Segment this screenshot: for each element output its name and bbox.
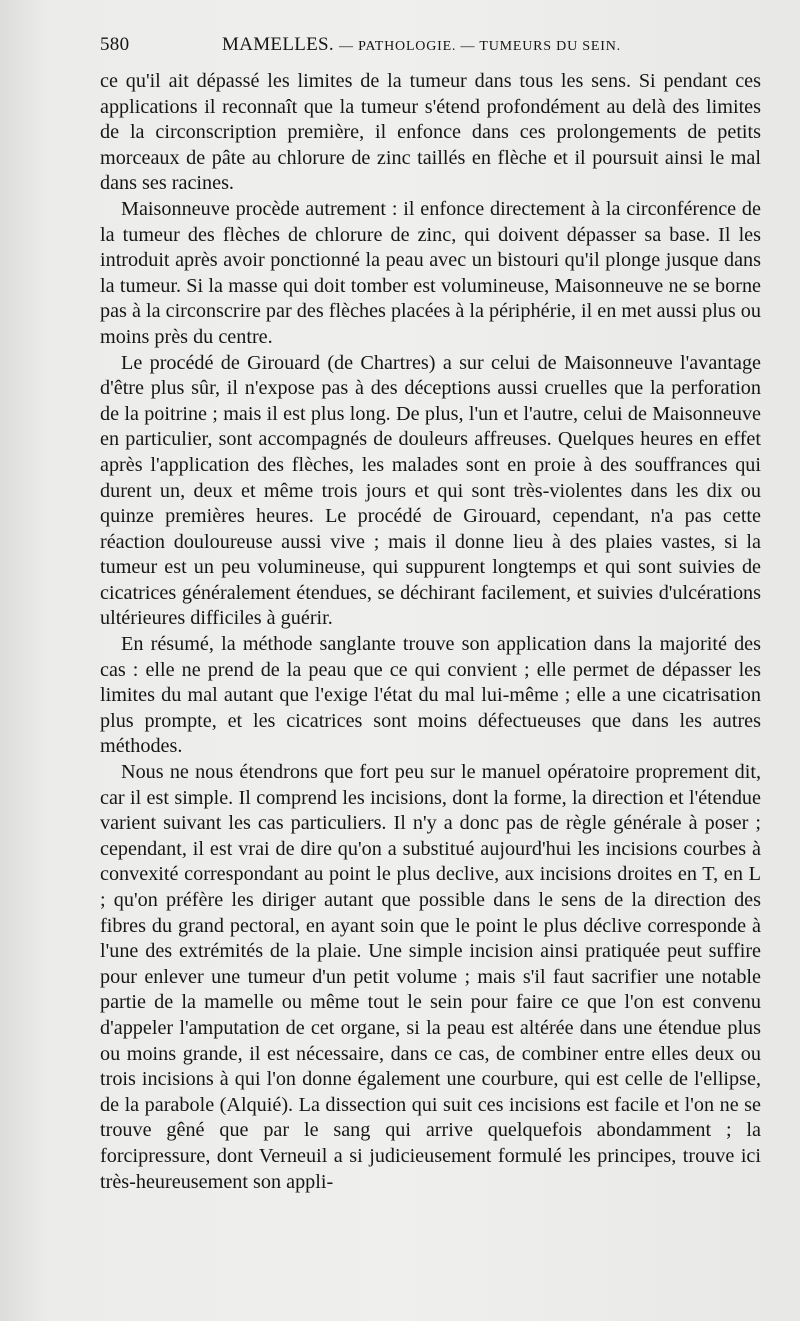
paragraph: En résumé, la méthode sanglante trouve son application dans la majorité des cas : elle ne prend de la peau que ce qui convient ; elle permet de dépasser les limites du mal autant que l'exige l'état du mal lui-même ; elle a une cicatrisation plus prompte, et les cicatrices sont moins défectueuses que dans les autres méthodes. [100,633,761,758]
paragraph: ce qu'il ait dépassé les limites de la tumeur dans tous les sens. Si pendant ces applications il reconnaît que la tumeur s'étend profondément au delà des limites de la circonscription première, il enfonce dans ces prolongements de petits morceaux de pâte au chlorure de zinc taillés en flèche et il poursuit ainsi le mal dans ses racines. [100,70,761,195]
page-number: 580 [100,34,130,55]
running-header [100,34,760,60]
body-text [100,69,761,1195]
paragraph: Maisonneuve procède autrement : il enfonce directement à la circonférence de la tumeur des flèches de chlorure de zinc, qui doivent dépasser sa base. Il les introduit après avoir ponctionné la peau avec un bistouri qu'il plonge jusque dans la tumeur. Si la masse qui doit tomber est volumineuse, Maisonneuve ne se borne pas à la circonscrire par des flèches placées à la périphérie, il en met aussi plus ou moins près du centre. [100,197,761,348]
section-subtitle: — PATHOLOGIE. — TUMEURS DU SEIN. [339,39,621,54]
section-title: MAMELLES. [222,34,334,55]
running-title [222,34,621,56]
paragraph: Le procédé de Girouard (de Chartres) a sur celui de Maisonneuve l'avantage d'être plus sûr, il n'expose pas à des déceptions aussi cruelles que la perforation de la poitrine ; mais il est plus long. De plus, l'un et l'autre, celui de Maisonneuve en particulier, sont accompagnés de douleurs affreuses. Quelques heures en effet après l'application des flèches, les malades sont en proie à des souffrances qui durent un, deux et même trois jours et qui sont très-violentes dans les dix ou quinze premières heures. Le procédé de Girouard, cependant, n'a pas cette réaction douloureuse aussi vive ; mais il donne lieu à des plaies vastes, si la tumeur est un peu volumineuse, qui suppurent longtemps et qui sont suivies de cicatrices généralement étendues, se déchirant facilement, et suivies d'ulcérations ultérieures difficiles à guérir. [100,351,761,630]
paragraph: Nous ne nous étendrons que fort peu sur le manuel opératoire proprement dit, car il est simple. Il comprend les incisions, dont la forme, la direction et l'étendue varient suivant les cas particuliers. Il n'y a donc pas de règle générale à poser ; cependant, il est vrai de dire qu'on a substitué aujourd'hui les incisions courbes à convexité correspondant au point le plus declive, aux incisions droites en T, en L ; qu'on préfère les diriger autant que possible dans le sens de la direction des fibres du grand pectoral, en ayant soin que le point le plus déclive corresponde à l'une des extrémités de la plaie. Une simple incision ainsi pratiquée peut suffire pour enlever une tumeur d'un petit volume ; mais s'il faut sacrifier une notable partie de la mamelle ou même tout le sein pour faire ce que l'on est convenu d'appeler l'amputation de cet organe, si la peau est altérée dans une étendue plus ou moins grande, il est nécessaire, dans ce cas, de combiner entre elles deux ou trois incisions à qui l'on donne également une courbure, qui est celle de l'ellipse, de la parabole (Alquié). La dissection qui suit ces incisions est facile et l'on ne se trouve gêné que par le sang qui arrive quelquefois abondamment ; la forcipressure, dont Verneuil a si judicieusement formulé les principes, trouve ici très-heureusement son appli- [100,761,761,1193]
